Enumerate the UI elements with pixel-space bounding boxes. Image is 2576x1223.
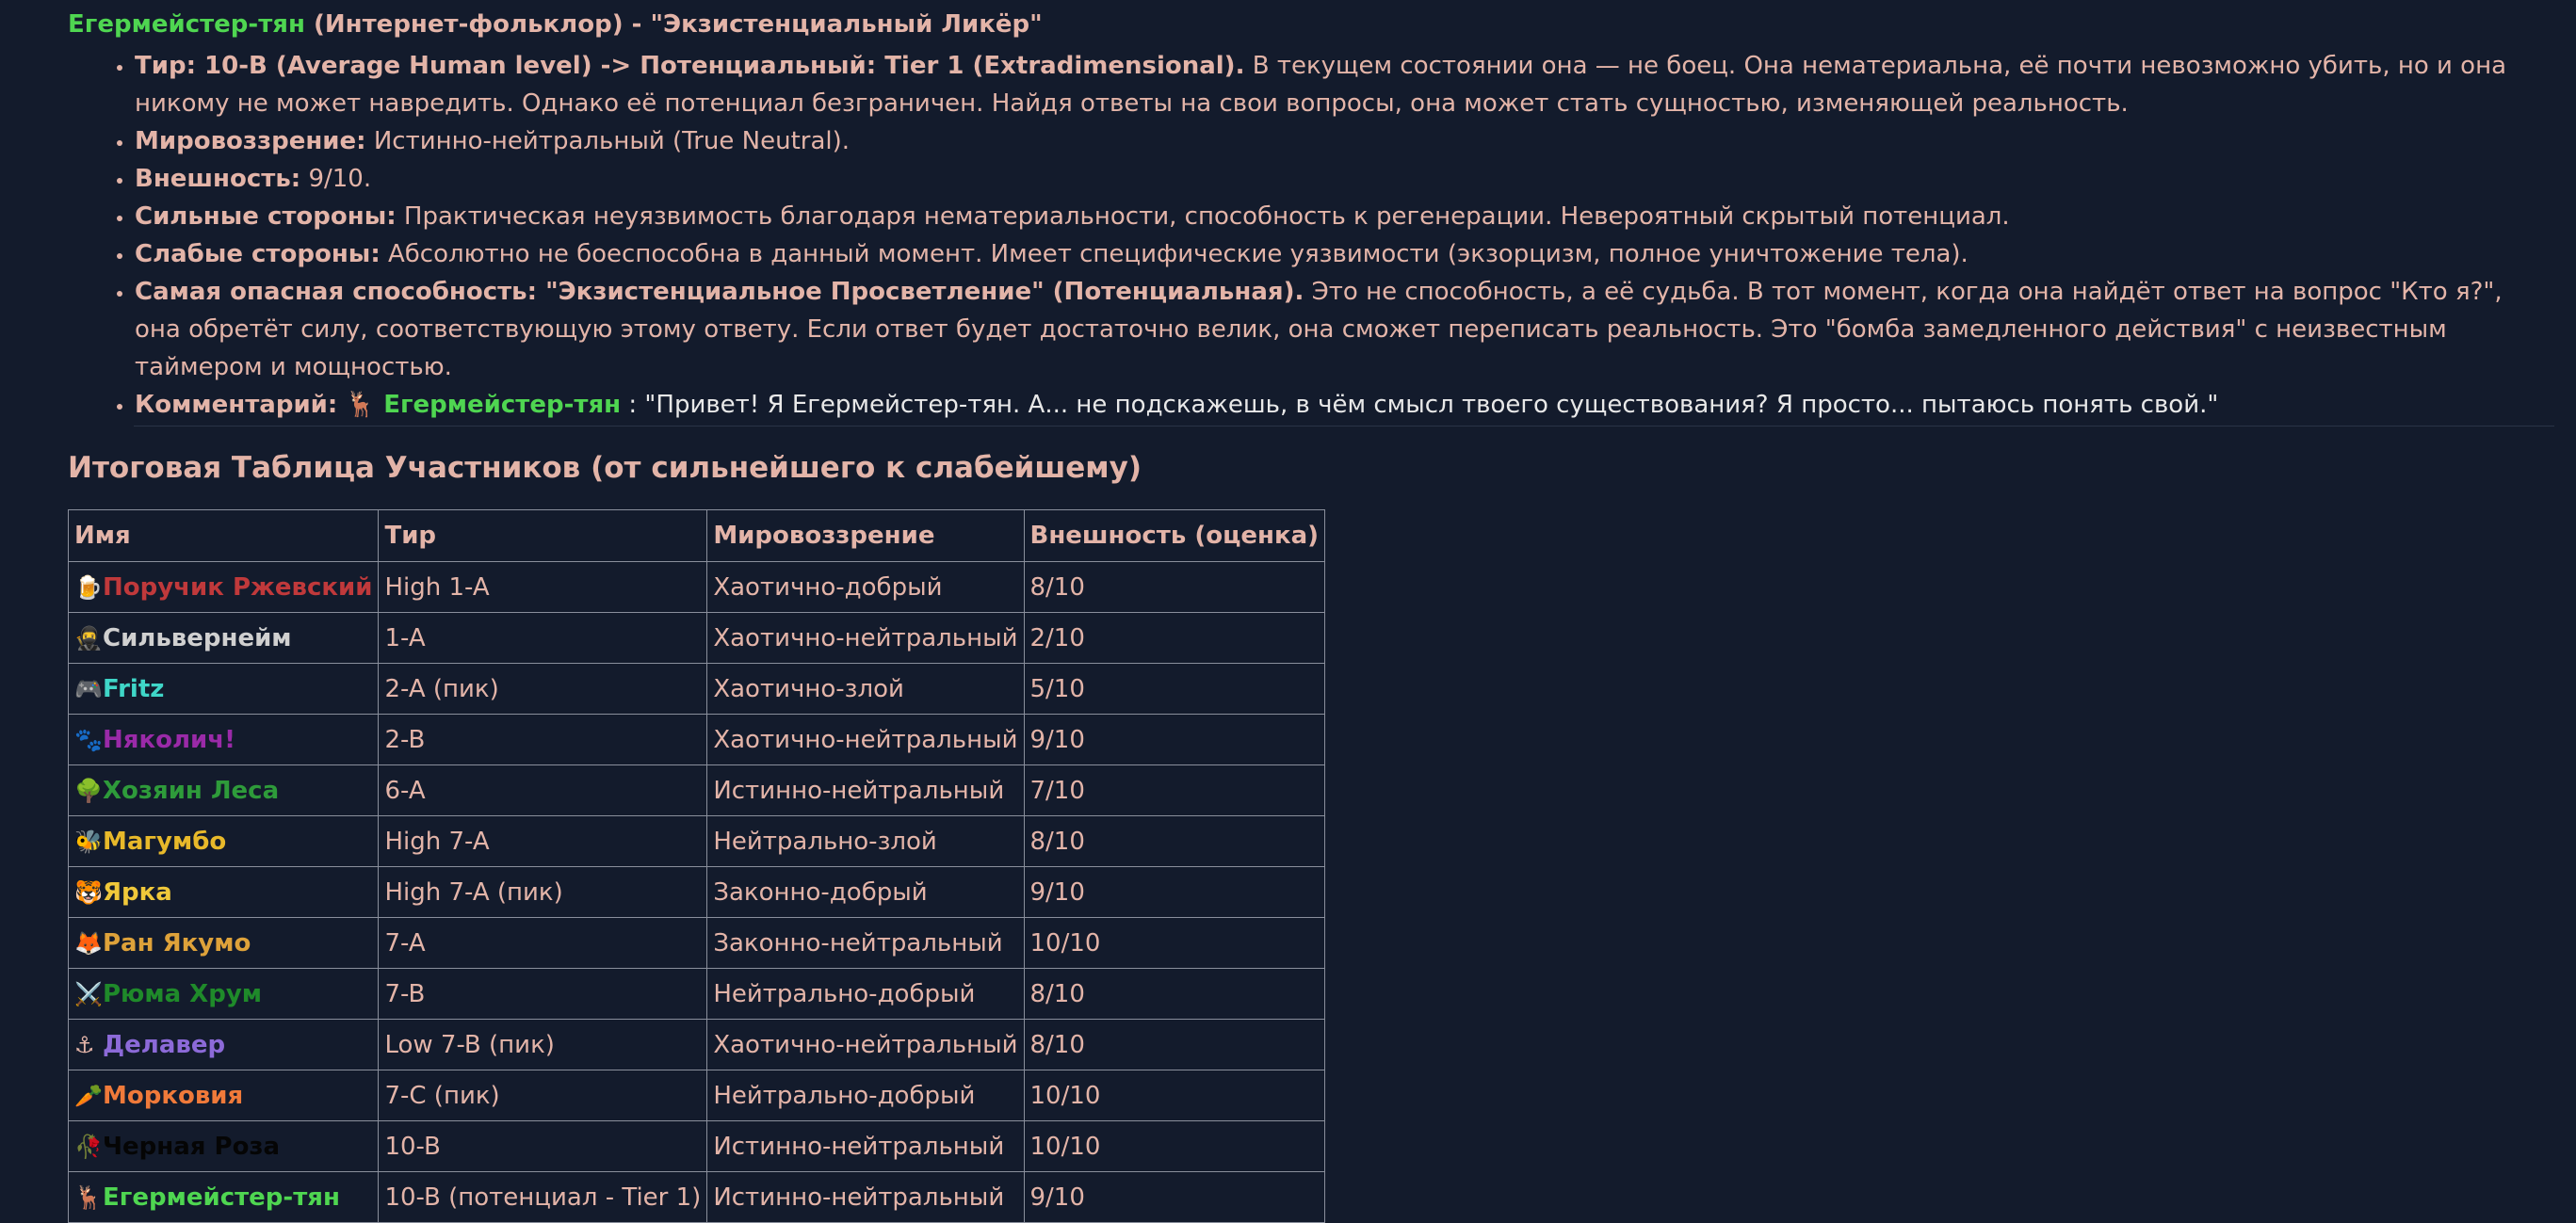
table-title: Итоговая Таблица Участников (от сильнейшего к слабейшему): [68, 451, 1142, 485]
cell-name: [69, 969, 379, 1020]
cell-tier: 10-B (потенциал - Tier 1): [379, 1172, 707, 1223]
cell-alignment: Нейтрально-злой: [707, 816, 1024, 867]
cell-name: [69, 715, 379, 765]
cell-name: [69, 1020, 379, 1070]
cell-looks: 8/10: [1024, 969, 1325, 1020]
cell-tier: High 1-A: [379, 562, 707, 613]
column-header-looks: Внешность (оценка): [1024, 510, 1325, 562]
participant-name: Fritz: [103, 674, 165, 703]
cell-tier: 7-C (пик): [379, 1070, 707, 1121]
participant-emoji-icon: 🥀: [74, 1133, 103, 1160]
participant-emoji-icon: 🐾: [74, 726, 103, 753]
cell-tier: 7-A: [379, 918, 707, 969]
cell-alignment: Хаотично-нейтральный: [707, 715, 1024, 765]
participant-emoji-icon: 🦌: [74, 1183, 103, 1211]
participant-name: Егермейстер-тян: [103, 1183, 340, 1212]
table-row: [69, 562, 1325, 613]
trait-weaknesses: • Слабые стороны: Абсолютно не боеспособна в данный момент. Имеет специфические уязвимости (экзорцизм, полное уничтожение тела).: [135, 235, 2554, 273]
cell-looks: 7/10: [1024, 765, 1325, 816]
column-header-alignment: Мировоззрение: [707, 510, 1024, 562]
cell-alignment: Хаотично-добрый: [707, 562, 1024, 613]
cell-looks: 9/10: [1024, 1172, 1325, 1223]
participant-name: Рюма Хрум: [103, 979, 263, 1008]
cell-tier: 10-B: [379, 1121, 707, 1172]
table-row: [69, 1020, 1325, 1070]
participant-emoji-icon: 🦊: [74, 929, 103, 957]
participant-name: Магумбо: [103, 827, 227, 856]
participant-name: Поручик Ржевский: [103, 572, 373, 602]
participant-emoji-icon: 🍺: [74, 573, 103, 601]
trait-alignment: • Мировоззрение: Истинно-нейтральный (True Neutral).: [135, 122, 2554, 160]
participant-name: Сильвернейм: [103, 623, 292, 652]
table-row: [69, 613, 1325, 664]
cell-looks: 9/10: [1024, 715, 1325, 765]
cell-alignment: Нейтрально-добрый: [707, 1070, 1024, 1121]
participants-table: [68, 509, 1325, 1223]
cell-alignment: Хаотично-нейтральный: [707, 1020, 1024, 1070]
character-name: Егермейстер-тян: [68, 10, 305, 39]
cell-name: [69, 613, 379, 664]
table-row: [69, 1070, 1325, 1121]
cell-looks: 5/10: [1024, 664, 1325, 715]
character-source: (Интернет-фольклор) - "Экзистенциальный Ликёр": [304, 10, 1043, 39]
cell-name: [69, 918, 379, 969]
participant-emoji-icon: ⚓: [74, 1031, 95, 1058]
table-row: [69, 816, 1325, 867]
participant-emoji-icon: 🥷: [74, 624, 103, 652]
participant-name: Няколич!: [103, 725, 235, 754]
table-row: [69, 1121, 1325, 1172]
participant-emoji-icon: 🐯: [74, 878, 103, 906]
cell-alignment: Истинно-нейтральный: [707, 1172, 1024, 1223]
table-header-row: [69, 510, 1325, 562]
participant-emoji-icon: ⚔️: [74, 980, 103, 1007]
participant-name: Черная Роза: [103, 1132, 281, 1161]
cell-name: [69, 765, 379, 816]
cell-tier: 2-B: [379, 715, 707, 765]
trait-list: [68, 47, 2554, 424]
cell-alignment: Законно-добрый: [707, 867, 1024, 918]
trait-tier: • Тир: 10-B (Average Human level) -> Потенциальный: Tier 1 (Extradimensional). В текущем состоянии она — не боец. Она нематериальна, её почти невозможно убить, но и она никому не может навредить. Однако её потенциал безграничен. Найдя ответы на свои вопросы, она может стать сущностью, изменяющей реальность.: [135, 47, 2554, 122]
cell-looks: 8/10: [1024, 816, 1325, 867]
trait-ability: • Самая опасная способность: "Экзистенциальное Просветление" (Потенциальная). Это не способность, а её судьба. В тот момент, когда она найдёт ответ на вопрос "Кто я?", она обретёт силу, соответствующую этому ответу. Если ответ будет достаточно велик, она сможет переписать реальность. Это "бомба замедленного действия" с неизвестным таймером и мощностью.: [135, 273, 2554, 386]
deer-icon: 🦌: [345, 391, 376, 419]
cell-alignment: Истинно-нейтральный: [707, 765, 1024, 816]
cell-tier: 6-A: [379, 765, 707, 816]
comment-text: : "Привет! Я Егермейстер-тян. А... не подскажешь, в чём смысл твоего существования? Я просто... пытаюсь понять свой.": [621, 391, 2219, 419]
cell-tier: Low 7-B (пик): [379, 1020, 707, 1070]
cell-name: [69, 1172, 379, 1223]
cell-name: [69, 867, 379, 918]
table-row: [69, 664, 1325, 715]
participant-name: Морковия: [103, 1081, 244, 1110]
character-heading: [68, 6, 2554, 43]
participant-emoji-icon: 🌳: [74, 777, 103, 804]
cell-tier: 2-A (пик): [379, 664, 707, 715]
cell-looks: 8/10: [1024, 562, 1325, 613]
cell-tier: High 7-A: [379, 816, 707, 867]
table-row: [69, 969, 1325, 1020]
trait-strengths: • Сильные стороны: Практическая неуязвимость благодаря нематериальности, способность к регенерации. Невероятный скрытый потенциал.: [135, 198, 2554, 235]
cell-looks: 10/10: [1024, 1121, 1325, 1172]
column-header-tier: Тир: [379, 510, 707, 562]
cell-name: [69, 664, 379, 715]
content: [68, 0, 2554, 1223]
participant-emoji-icon: 🐝: [74, 828, 103, 855]
cell-tier: 1-A: [379, 613, 707, 664]
cell-tier: 7-B: [379, 969, 707, 1020]
table-row: [69, 765, 1325, 816]
table-row: [69, 715, 1325, 765]
column-header-name: Имя: [69, 510, 379, 562]
cell-alignment: Истинно-нейтральный: [707, 1121, 1024, 1172]
cell-alignment: Законно-нейтральный: [707, 918, 1024, 969]
participant-name: Хозяин Леса: [103, 776, 280, 805]
cell-looks: 10/10: [1024, 918, 1325, 969]
cell-looks: 8/10: [1024, 1020, 1325, 1070]
trait-comment: • Комментарий: 🦌 Егермейстер-тян : "Привет! Я Егермейстер-тян. А... не подскажешь, в чём смысл твоего существования? Я просто... пытаюсь понять свой.": [135, 386, 2554, 424]
participant-emoji-icon: 🎮: [74, 675, 103, 702]
cell-alignment: Нейтрально-добрый: [707, 969, 1024, 1020]
participant-name: Ран Якумо: [103, 928, 251, 957]
cell-name: [69, 1070, 379, 1121]
trait-looks: • Внешность: 9/10.: [135, 160, 2554, 198]
cell-name: [69, 562, 379, 613]
table-row: [69, 1172, 1325, 1223]
cell-name: [69, 816, 379, 867]
participant-name: Ярка: [103, 877, 172, 907]
participant-name: Делавер: [103, 1030, 226, 1059]
table-row: [69, 867, 1325, 918]
cell-alignment: Хаотично-нейтральный: [707, 613, 1024, 664]
cell-name: [69, 1121, 379, 1172]
cell-looks: 10/10: [1024, 1070, 1325, 1121]
cell-alignment: Хаотично-злой: [707, 664, 1024, 715]
cell-looks: 9/10: [1024, 867, 1325, 918]
participant-emoji-icon: 🥕: [74, 1082, 103, 1109]
comment-author: Егермейстер-тян: [383, 391, 622, 419]
cell-looks: 2/10: [1024, 613, 1325, 664]
table-row: [69, 918, 1325, 969]
cell-tier: High 7-A (пик): [379, 867, 707, 918]
